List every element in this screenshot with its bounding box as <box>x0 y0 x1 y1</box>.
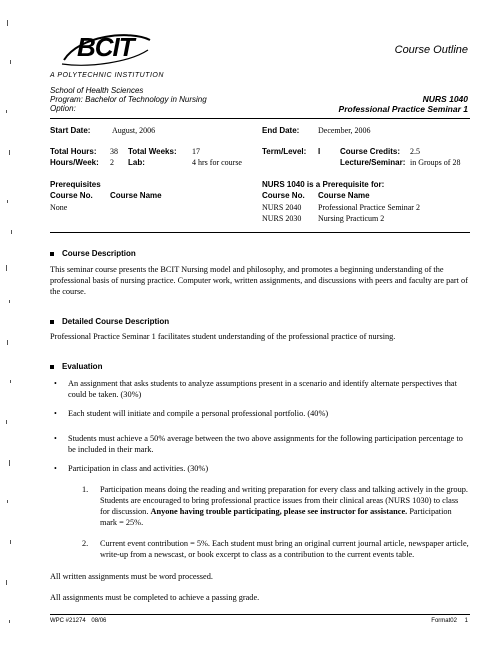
course-description-text: This seminar course presents the BCIT Nursing model and philosophy, and promotes a beginning understanding of the professional basis of nursing practice. Computer work, written assignments, and discussions with peers and faculty are part of the course. <box>50 265 468 296</box>
sub-item-1-tail: Participation mark = 25%. <box>100 507 452 527</box>
post-req-col-name: Course Name <box>318 191 370 200</box>
evaluation-item-2: Each student will initiate and compile a personal professional portfolio. (40%) <box>68 409 329 418</box>
hours-week: 2 <box>110 158 114 167</box>
end-date: December, 2006 <box>318 126 371 135</box>
detailed-description-title: Detailed Course Description <box>62 317 170 326</box>
footer-format: Format02 <box>431 618 457 624</box>
bullet-dot-icon: • <box>54 409 57 418</box>
page-number: 1 <box>464 618 468 624</box>
evaluation-title: Evaluation <box>62 362 103 371</box>
start-date-label: Start Date: <box>50 126 91 135</box>
evaluation-note-1: All written assignments must be word processed. <box>50 572 213 581</box>
evaluation-item-4: Participation in class and activities. (30%) <box>68 464 209 473</box>
prereq-title: Prerequisites <box>50 180 101 189</box>
total-hours-label: Total Hours: <box>50 147 97 156</box>
logo-tagline: A POLYTECHNIC INSTITUTION <box>50 72 164 79</box>
footer-left <box>50 618 106 624</box>
evaluation-item-1: An assignment that asks students to analyze assumptions present in a scenario and identify alternate perspectives that could be taken. (30%) <box>68 379 457 399</box>
total-weeks: 17 <box>192 147 200 156</box>
sub-item-2-number: 2. <box>82 539 89 548</box>
footer-doc-id: WPC #21274 <box>50 618 86 624</box>
course-title: Professional Practice Seminar 1 <box>338 104 468 114</box>
post-req-no-2: NURS 2030 <box>262 214 302 223</box>
lecture-label: Lecture/Seminar: <box>340 158 406 167</box>
post-req-title: NURS 1040 is a Prerequisite for: <box>262 180 385 189</box>
sub-item-1-text: Participation means doing the reading and writing preparation for every class and talking actively in the group. Students are encouraged to bring professional practice issues from their clinical areas (NURS 1030) to class for discussion. <box>100 485 468 516</box>
evaluation-item-3: Students must achieve a 50% average between the two above assignments for the following participation percentage to be included in their mark. <box>68 434 463 454</box>
sub-item-1-number: 1. <box>82 485 89 494</box>
option-label: Option: <box>50 104 76 113</box>
course-code: NURS 1040 <box>422 94 468 104</box>
post-req-no-1: NURS 2040 <box>262 203 302 212</box>
course-description-title: Course Description <box>62 249 136 258</box>
course-description-heading <box>50 249 136 258</box>
end-date-label: End Date: <box>262 126 300 135</box>
program-name: Program: Bachelor of Technology in Nursing <box>50 95 207 104</box>
prereq-divider <box>50 232 470 233</box>
lab-value: 4 hrs for course <box>192 158 242 167</box>
start-date: August, 2006 <box>112 126 156 135</box>
bullet-dot-icon: • <box>54 379 57 388</box>
footer-divider <box>50 614 470 615</box>
doc-type: Course Outline <box>394 44 468 56</box>
bullet-dot-icon: • <box>54 434 57 443</box>
sub-item-1 <box>100 484 470 528</box>
post-req-name-1: Professional Practice Seminar 2 <box>318 203 420 212</box>
evaluation-note-2: All assignments must be completed to achieve a passing grade. <box>50 593 260 602</box>
header-divider <box>50 118 470 119</box>
post-req-name-2: Nursing Practicum 2 <box>318 214 385 223</box>
credits-label: Course Credits: <box>340 147 401 156</box>
margin-scan-marks <box>4 0 18 647</box>
course-id-block <box>339 94 468 114</box>
detailed-description-heading <box>50 317 169 326</box>
footer-date: 08/06 <box>91 618 107 624</box>
lecture-value: in Groups of 28 <box>410 158 461 167</box>
bullet-dot-icon: • <box>54 464 57 473</box>
prereq-col-no: Course No. <box>50 191 93 200</box>
section-bullet-icon <box>50 365 54 369</box>
footer-right <box>431 618 468 624</box>
sub-item-1-bold: Anyone having trouble participating, please see instructor for assistance. <box>150 507 408 516</box>
credits: 2.5 <box>410 147 420 156</box>
term-value: I <box>318 147 321 156</box>
total-hours: 38 <box>110 147 118 156</box>
prereq-value: None <box>50 203 68 212</box>
lab-label: Lab: <box>128 158 145 167</box>
school-name: School of Health Sciences <box>50 86 144 95</box>
hours-week-label: Hours/Week: <box>50 158 99 167</box>
school-block <box>50 86 207 113</box>
section-bullet-icon <box>50 252 54 256</box>
section-bullet-icon <box>50 320 54 324</box>
sub-item-2-text: Current event contribution = 5%. Each student must bring an original current journal article, newspaper article, write-up from a newscast, or book excerpt to class as a contribution to the current events table. <box>100 539 469 559</box>
post-req-col-no: Course No. <box>262 191 305 200</box>
total-weeks-label: Total Weeks: <box>128 147 177 156</box>
term-label: Term/Level: <box>262 147 307 156</box>
bcit-logo: BCIT <box>77 32 134 62</box>
prereq-col-name: Course Name <box>110 191 162 200</box>
detailed-description-text: Professional Practice Seminar 1 facilitates student understanding of the professional practice of nursing. <box>50 332 396 341</box>
evaluation-heading <box>50 362 102 371</box>
